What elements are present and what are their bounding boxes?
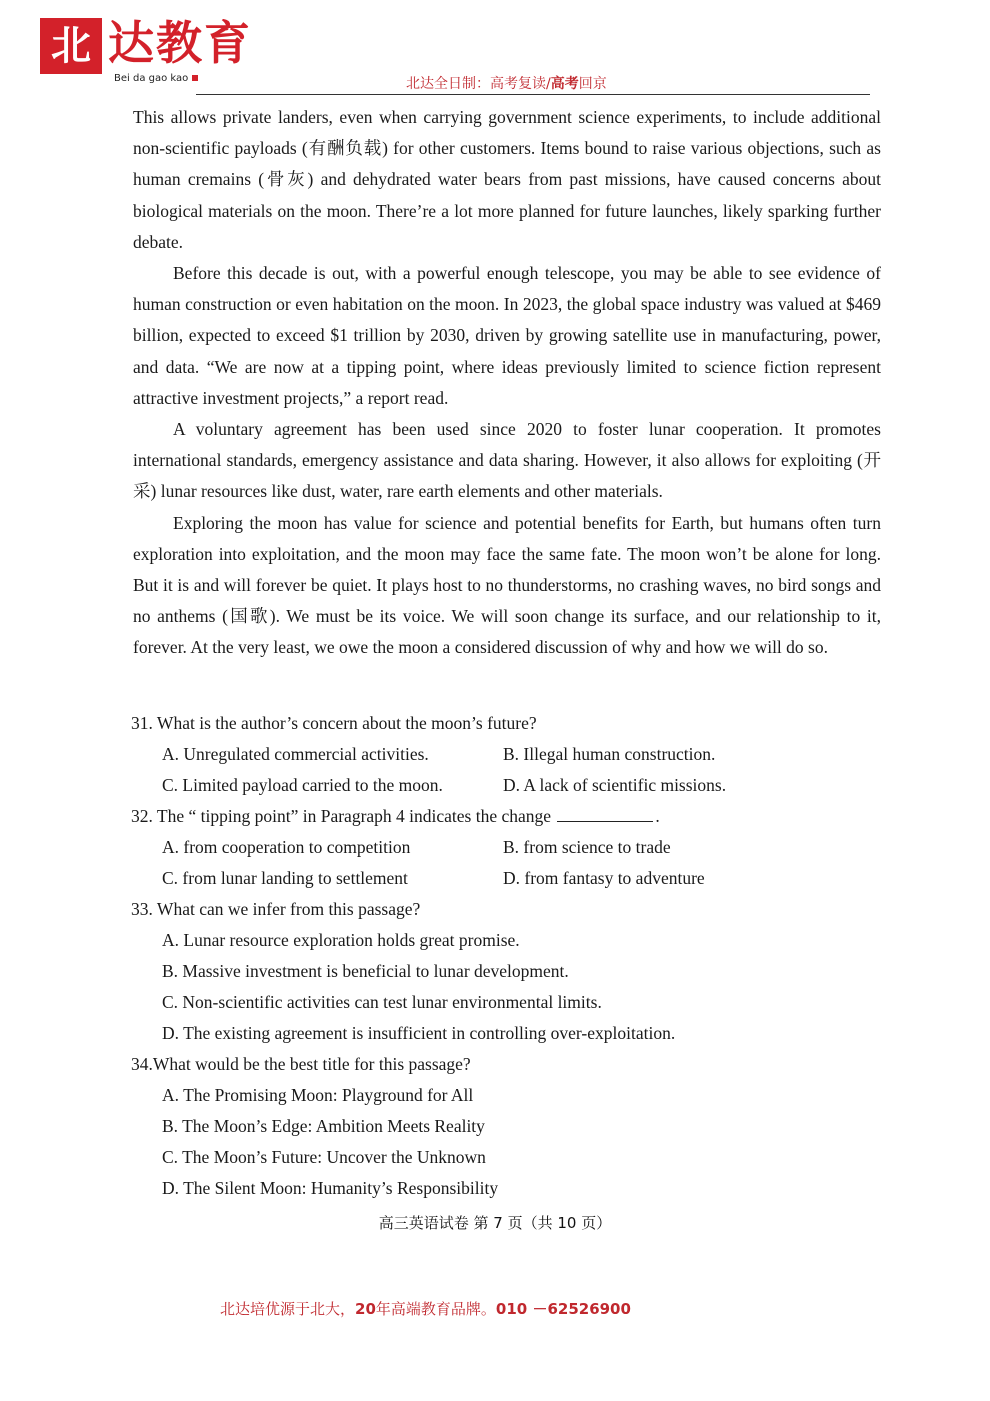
question-33-option-b: B. Massive investment is beneficial to lunar development. bbox=[162, 961, 569, 981]
page-footer: 高三英语试卷 第 7 页（共 10 页） bbox=[378, 1214, 612, 1232]
question-32-option-b: B. from science to trade bbox=[503, 837, 671, 857]
question-32-option-d: D. from fantasy to adventure bbox=[503, 868, 705, 888]
question-33-option-a: A. Lunar resource exploration holds great promise. bbox=[162, 930, 520, 950]
logo-square-icon bbox=[192, 75, 198, 81]
question-34-option-b: B. The Moon’s Edge: Ambition Meets Reality bbox=[162, 1116, 485, 1136]
question-31-option-d: D. A lack of scientific missions. bbox=[503, 775, 727, 795]
question-33-stem: 33. What can we infer from this passage? bbox=[131, 899, 421, 919]
header-divider bbox=[196, 94, 870, 95]
question-32-option-c: C. from lunar landing to settlement bbox=[162, 868, 408, 888]
question-31-stem: 31. What is the author’s concern about the moon’s future? bbox=[131, 713, 537, 733]
header-tagline-bold: 高考 bbox=[550, 76, 579, 92]
question-32-options-cd bbox=[131, 863, 881, 894]
question-32-stem-text: 32. The “ tipping point” in Paragraph 4 indicates the change bbox=[131, 806, 552, 826]
question-32-option-a: A. from cooperation to competition bbox=[162, 837, 411, 857]
passage-paragraph-2: Before this decade is out, with a powerful enough telescope, you may be able to see evidence of human construction or even habitation on the moon. In 2023, the global space industry was valued at $469 billion, expected to exceed $1 trillion by 2030, driven by growing satellite use in manufacturing, power, and data. “We are now at a tipping point, where ideas previously limited to science fiction represent attractive investment projects,” a report read. bbox=[133, 263, 881, 408]
question-33-option-c: C. Non-scientific activities can test lunar environmental limits. bbox=[162, 992, 602, 1012]
logo-subtitle-text: Bei da gao kao bbox=[114, 73, 189, 84]
passage-paragraph-3: A voluntary agreement has been used since 2020 to foster lunar cooperation. It promotes international standards, emergency assistance and data sharing. However, it also allows for exploiting (开采) lunar resources like dust, water, rare earth elements and other materials. bbox=[133, 419, 881, 502]
header-tagline bbox=[406, 73, 607, 93]
answer-blank bbox=[557, 807, 653, 822]
promo-phone-number: 010 －62526900 bbox=[495, 1300, 631, 1318]
header-tagline-part2: 回京 bbox=[578, 76, 607, 92]
promo-slogan-part1: 北达培优源于北大， bbox=[220, 1300, 356, 1318]
passage-paragraph-1: This allows private landers, even when carrying government science experiments, to include additional non-scientific payloads (有酬负载) for other customers. Items bound to raise various objections, such as human cremains (骨灰) and dehydrated water bears from past missions, have caused concerns about biological materials on the moon. There’re a lot more planned for future launches, likely sparking further debate. bbox=[133, 107, 881, 252]
question-34-option-c: C. The Moon’s Future: Uncover the Unknown bbox=[162, 1147, 486, 1167]
question-31-option-b: B. Illegal human construction. bbox=[503, 744, 716, 764]
question-31-options-cd bbox=[131, 770, 881, 801]
question-34-stem: 34.What would be the best title for this passage? bbox=[131, 1054, 471, 1074]
passage bbox=[133, 102, 881, 664]
question-31-option-c: C. Limited payload carried to the moon. bbox=[162, 775, 443, 795]
logo-subtitle bbox=[114, 73, 198, 84]
question-31-options-ab bbox=[131, 739, 881, 770]
question-34-option-d: D. The Silent Moon: Humanity’s Responsibility bbox=[162, 1178, 499, 1198]
header-tagline-part1: 北达全日制：高考复读/ bbox=[406, 76, 551, 92]
question-34-option-a: A. The Promising Moon: Playground for All bbox=[162, 1085, 474, 1105]
question-32-stem bbox=[131, 801, 881, 832]
promo-slogan-number: 20 bbox=[355, 1300, 376, 1318]
promo-slogan bbox=[220, 1298, 631, 1319]
question-33-option-d: D. The existing agreement is insufficient in controlling over-exploitation. bbox=[162, 1023, 676, 1043]
questions bbox=[131, 708, 881, 1204]
promo-slogan-part2: 年高端教育品牌。 bbox=[375, 1300, 496, 1318]
question-32-stem-end: . bbox=[655, 806, 660, 826]
question-32-options-ab bbox=[131, 832, 881, 863]
logo-mark: 北 bbox=[40, 18, 102, 74]
passage-paragraph-4: Exploring the moon has value for science and potential benefits for Earth, but humans often turn exploration into exploitation, and the moon may face the same fate. The moon won’t be alone for long. But it is and will forever be quiet. It plays host to no thunderstorms, no crashing waves, no bird songs and no anthems (国歌). We must be its voice. We will soon change its surface, and our relationship to it, forever. At the very least, we owe the moon a considered discussion of why and how we will do so. bbox=[133, 512, 881, 658]
logo-text: 达教育 bbox=[108, 16, 252, 70]
question-31-option-a: A. Unregulated commercial activities. bbox=[162, 744, 429, 764]
